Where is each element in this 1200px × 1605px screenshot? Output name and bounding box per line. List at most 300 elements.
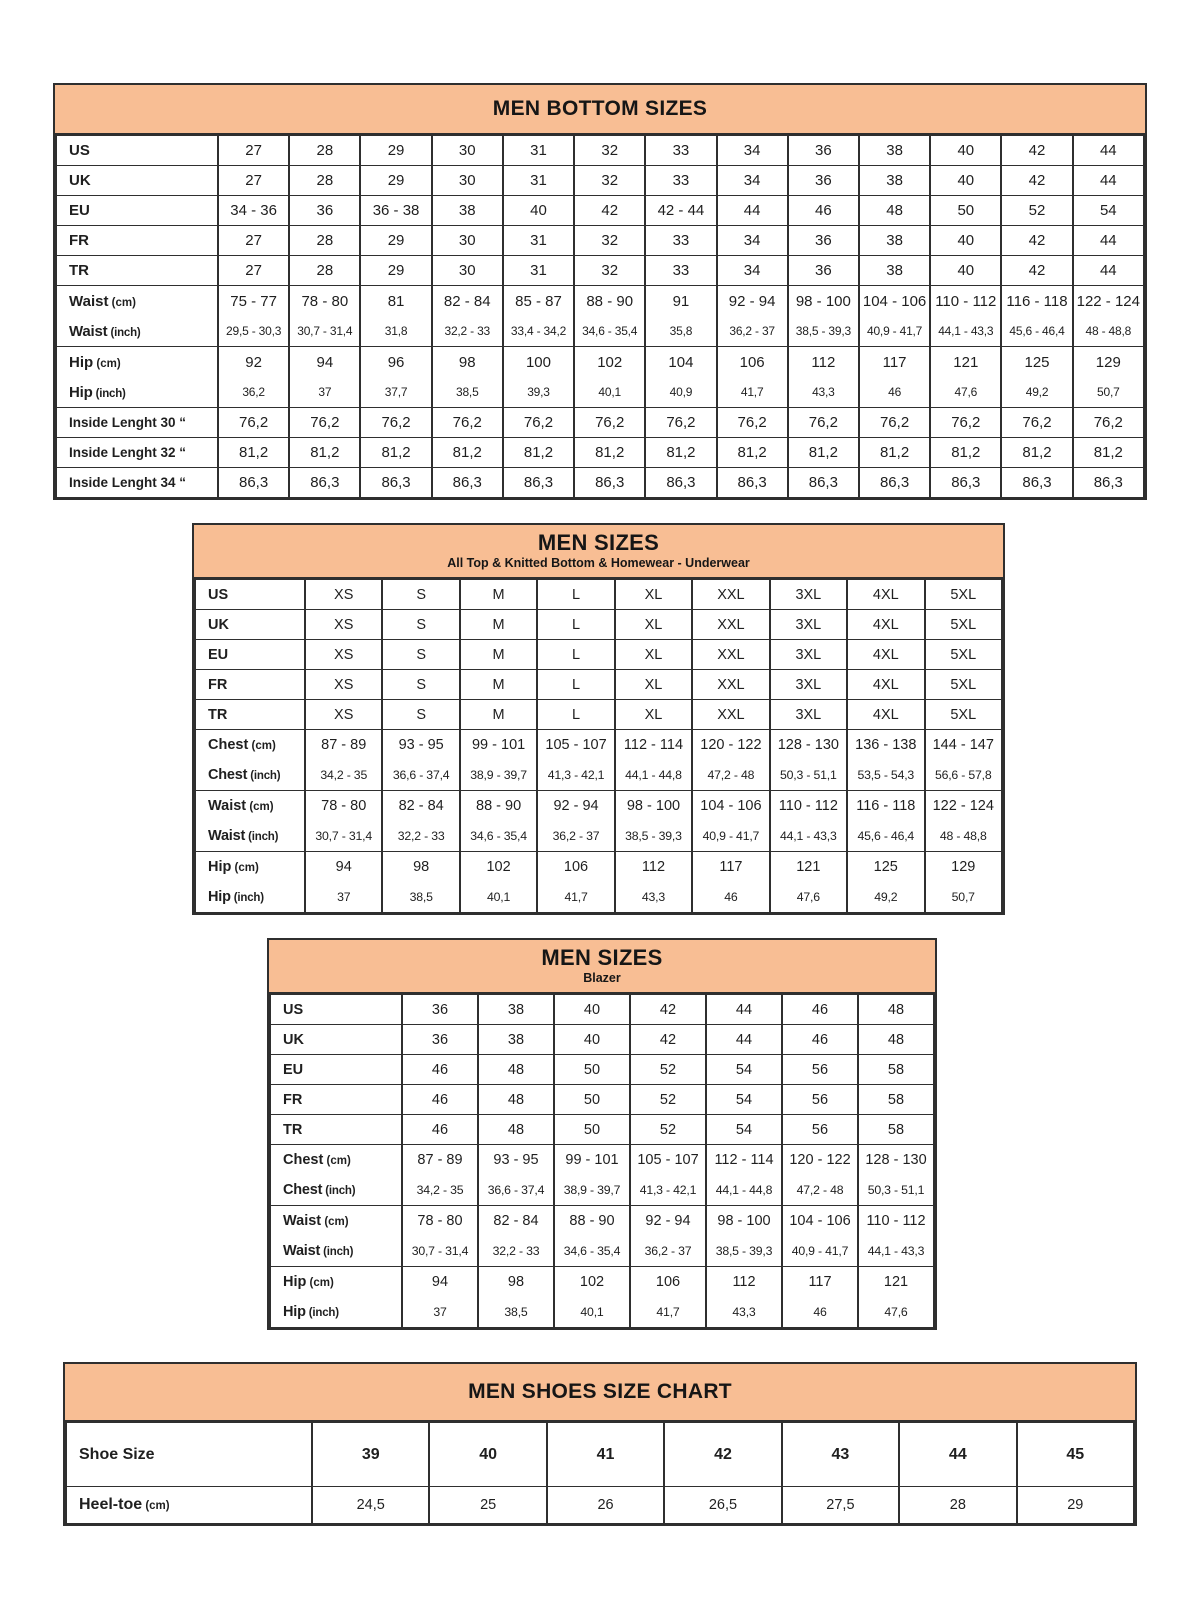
table-row [195, 791, 1002, 822]
cell-value: 121 [770, 852, 847, 883]
cell-value: XXL [692, 580, 769, 610]
cell-value: 82 - 84 [382, 791, 459, 822]
cell-value: 54 [706, 1055, 782, 1085]
cell-value: 28 [289, 136, 360, 166]
row-label-text: US [69, 142, 90, 159]
cell-value: 4XL [847, 610, 924, 640]
cell-value: 88 - 90 [460, 791, 537, 822]
cell-value: 29 [360, 226, 431, 256]
cell-value: 86,3 [930, 468, 1001, 498]
cell-value: 75 - 77 [218, 286, 289, 317]
cell-value: 81,2 [645, 438, 716, 468]
cell-value: S [382, 610, 459, 640]
cell-value: 136 - 138 [847, 730, 924, 761]
cell-value: 27 [218, 136, 289, 166]
cell-value: 105 - 107 [537, 730, 614, 761]
cell-value: 37 [402, 1297, 478, 1328]
cell-value: 50 [554, 1055, 630, 1085]
cell-value: 40 [930, 256, 1001, 286]
cell-value: 112 [706, 1267, 782, 1298]
cell-value: 44 [1073, 136, 1144, 166]
row-label-text: Waist [283, 1243, 321, 1259]
cell-value: 34 [717, 256, 788, 286]
cell-value: 40,9 [645, 377, 716, 408]
row-label [56, 166, 218, 196]
row-label [195, 670, 305, 700]
cell-value: 36 [289, 196, 360, 226]
cell-value: 36 - 38 [360, 196, 431, 226]
cell-value: 42 [630, 995, 706, 1025]
cell-value: 112 - 114 [615, 730, 692, 761]
table-row [195, 700, 1002, 730]
row-label [195, 730, 305, 761]
cell-value: 76,2 [930, 408, 1001, 438]
row-label [195, 580, 305, 610]
men-shoes-size-grid [65, 1422, 1135, 1524]
cell-value: 38,5 - 39,3 [615, 821, 692, 852]
cell-value: 37 [289, 377, 360, 408]
cell-value: 50 [930, 196, 1001, 226]
cell-value: 44 [706, 995, 782, 1025]
cell-value: 76,2 [574, 408, 645, 438]
cell-value: M [460, 670, 537, 700]
table-row [195, 580, 1002, 610]
cell-value: 86,3 [859, 468, 930, 498]
cell-value: 50,3 - 51,1 [770, 760, 847, 791]
cell-value: XL [615, 640, 692, 670]
cell-value: 36,2 - 37 [717, 316, 788, 347]
cell-value: 44 [1073, 256, 1144, 286]
cell-value: 46 [782, 995, 858, 1025]
cell-value: 110 - 112 [930, 286, 1001, 317]
men-sizes-tops-table [192, 523, 1005, 915]
cell-value: 38 [478, 1025, 554, 1055]
row-label-text: Waist [208, 798, 247, 814]
cell-value: 102 [460, 852, 537, 883]
cell-value: 46 [788, 196, 859, 226]
cell-value: 81,2 [1001, 438, 1072, 468]
row-label-text: Hip [208, 859, 232, 875]
cell-value: 86,3 [574, 468, 645, 498]
cell-value: 31,8 [360, 316, 431, 347]
cell-value: 5XL [925, 700, 1003, 730]
cell-value: 106 [630, 1267, 706, 1298]
cell-value: 43 [782, 1423, 899, 1487]
cell-value: 104 - 106 [782, 1206, 858, 1237]
cell-value: 50,3 - 51,1 [858, 1175, 934, 1206]
cell-value: 32,2 - 33 [382, 821, 459, 852]
cell-value: 92 - 94 [537, 791, 614, 822]
cell-value: 34,2 - 35 [305, 760, 382, 791]
men-sizes-tops-title-bar [194, 525, 1003, 579]
cell-value: 93 - 95 [382, 730, 459, 761]
row-label [56, 438, 218, 468]
table-row [66, 1423, 1134, 1487]
cell-value: 112 [615, 852, 692, 883]
cell-value: 5XL [925, 580, 1003, 610]
row-label-text: Chest [208, 737, 249, 753]
cell-value: 76,2 [503, 408, 574, 438]
cell-value: 36,6 - 37,4 [478, 1175, 554, 1206]
cell-value: 47,2 - 48 [782, 1175, 858, 1206]
cell-value: 78 - 80 [289, 286, 360, 317]
cell-value: 58 [858, 1115, 934, 1145]
cell-value: 36 [402, 1025, 478, 1055]
row-label-text: FR [69, 232, 89, 249]
cell-value: 46 [402, 1115, 478, 1145]
cell-value: XS [305, 640, 382, 670]
table-row [270, 1145, 934, 1176]
cell-value: 47,6 [930, 377, 1001, 408]
cell-value: 33 [645, 136, 716, 166]
cell-value: 43,3 [788, 377, 859, 408]
cell-value: 52 [630, 1085, 706, 1115]
cell-value: 40 [554, 995, 630, 1025]
table-row [195, 821, 1002, 852]
cell-value: 81,2 [289, 438, 360, 468]
cell-value: 106 [537, 852, 614, 883]
cell-value: 56 [782, 1115, 858, 1145]
cell-value: 39 [312, 1423, 429, 1487]
cell-value: 36 [402, 995, 478, 1025]
cell-value: 3XL [770, 670, 847, 700]
cell-value: 28 [289, 226, 360, 256]
cell-value: 40 [503, 196, 574, 226]
cell-value: 48 [478, 1085, 554, 1115]
row-label-text: Chest [283, 1152, 324, 1168]
cell-value: 38 [478, 995, 554, 1025]
cell-value: XL [615, 670, 692, 700]
cell-value: 33 [645, 226, 716, 256]
cell-value: 38,5 [382, 882, 459, 913]
row-label-text: FR [208, 676, 228, 693]
row-label-text: TR [283, 1121, 303, 1138]
cell-value: 86,3 [645, 468, 716, 498]
cell-value: 56 [782, 1085, 858, 1115]
cell-value: 50,7 [925, 882, 1003, 913]
row-label [270, 1206, 402, 1237]
cell-value: 86,3 [788, 468, 859, 498]
cell-value: 44,1 - 44,8 [615, 760, 692, 791]
cell-value: 40 [429, 1423, 546, 1487]
cell-value: 81,2 [360, 438, 431, 468]
table-title: MEN SIZES [537, 529, 660, 555]
cell-value: 81,2 [218, 438, 289, 468]
row-label [56, 136, 218, 166]
cell-value: 34 [717, 166, 788, 196]
cell-value: 102 [574, 347, 645, 378]
cell-value: XL [615, 610, 692, 640]
cell-value: 36 [788, 256, 859, 286]
cell-value: 44 [706, 1025, 782, 1055]
cell-value: 76,2 [1001, 408, 1072, 438]
cell-value: XS [305, 610, 382, 640]
cell-value: 4XL [847, 670, 924, 700]
cell-value: 4XL [847, 700, 924, 730]
row-label-text: FR [283, 1091, 303, 1108]
cell-value: 47,6 [770, 882, 847, 913]
cell-value: 40 [930, 166, 1001, 196]
table-row [195, 760, 1002, 791]
cell-value: 29 [360, 136, 431, 166]
cell-value: 94 [289, 347, 360, 378]
cell-value: 46 [859, 377, 930, 408]
table-row [195, 882, 1002, 913]
row-unit-text: (cm) [321, 1216, 349, 1228]
cell-value: 58 [858, 1055, 934, 1085]
table-row [270, 1025, 934, 1055]
row-label [195, 821, 305, 852]
cell-value: 38 [859, 226, 930, 256]
cell-value: 46 [692, 882, 769, 913]
cell-value: XXL [692, 670, 769, 700]
row-label-text: Chest [283, 1182, 323, 1198]
cell-value: 116 - 118 [1001, 286, 1072, 317]
cell-value: 86,3 [218, 468, 289, 498]
cell-value: 40,1 [460, 882, 537, 913]
cell-value: 48 - 48,8 [925, 821, 1003, 852]
cell-value: 38 [859, 136, 930, 166]
cell-value: 86,3 [1073, 468, 1144, 498]
cell-value: 85 - 87 [503, 286, 574, 317]
cell-value: 49,2 [1001, 377, 1072, 408]
cell-value: 45,6 - 46,4 [847, 821, 924, 852]
row-label [195, 760, 305, 791]
cell-value: 27 [218, 256, 289, 286]
cell-value: 45,6 - 46,4 [1001, 316, 1072, 347]
cell-value: 33,4 - 34,2 [503, 316, 574, 347]
cell-value: 78 - 80 [402, 1206, 478, 1237]
cell-value: 36,2 [218, 377, 289, 408]
cell-value: 81,2 [930, 438, 1001, 468]
cell-value: 92 - 94 [717, 286, 788, 317]
cell-value: M [460, 700, 537, 730]
row-label [56, 347, 218, 378]
cell-value: 76,2 [788, 408, 859, 438]
table-row [195, 610, 1002, 640]
table-row [195, 670, 1002, 700]
cell-value: 99 - 101 [554, 1145, 630, 1176]
cell-value: 42 - 44 [645, 196, 716, 226]
cell-value: 106 [717, 347, 788, 378]
men-shoes-size-title-bar [65, 1364, 1135, 1422]
row-label [270, 1145, 402, 1176]
cell-value: 81,2 [432, 438, 503, 468]
cell-value: 76,2 [717, 408, 788, 438]
table-row [56, 438, 1144, 468]
cell-value: 34 [717, 136, 788, 166]
cell-value: 25 [429, 1487, 546, 1524]
cell-value: 125 [1001, 347, 1072, 378]
cell-value: 42 [1001, 166, 1072, 196]
cell-value: 35,8 [645, 316, 716, 347]
cell-value: M [460, 640, 537, 670]
men-shoes-size-table [63, 1362, 1137, 1526]
cell-value: 38 [432, 196, 503, 226]
row-label-text: Inside Lenght 34 “ [69, 475, 187, 490]
cell-value: 28 [289, 256, 360, 286]
cell-value: 44 [1073, 166, 1144, 196]
cell-value: 116 - 118 [847, 791, 924, 822]
row-unit-text: (inch) [305, 1307, 339, 1319]
cell-value: 87 - 89 [305, 730, 382, 761]
row-label [195, 640, 305, 670]
table-row [56, 136, 1144, 166]
cell-value: 48 - 48,8 [1073, 316, 1144, 347]
cell-value: XL [615, 580, 692, 610]
row-unit-text: (inch) [230, 892, 264, 904]
cell-value: 32 [574, 136, 645, 166]
cell-value: 36,2 - 37 [537, 821, 614, 852]
cell-value: 94 [402, 1267, 478, 1298]
cell-value: 41,7 [717, 377, 788, 408]
table-row [195, 852, 1002, 883]
cell-value: 54 [706, 1115, 782, 1145]
cell-value: 41,7 [630, 1297, 706, 1328]
cell-value: L [537, 640, 614, 670]
cell-value: 4XL [847, 640, 924, 670]
row-label [56, 316, 218, 347]
row-label [195, 852, 305, 883]
row-label [56, 408, 218, 438]
row-label-text: Hip [69, 383, 93, 401]
cell-value: 38 [859, 166, 930, 196]
cell-value: 81,2 [717, 438, 788, 468]
cell-value: XL [615, 700, 692, 730]
row-label [56, 256, 218, 286]
cell-value: 54 [1073, 196, 1144, 226]
cell-value: 110 - 112 [858, 1206, 934, 1237]
cell-value: 44,1 - 43,3 [858, 1236, 934, 1267]
cell-value: 30 [432, 256, 503, 286]
cell-value: 104 - 106 [692, 791, 769, 822]
table-subtitle: Blazer [583, 971, 621, 986]
cell-value: 86,3 [360, 468, 431, 498]
cell-value: 40,1 [554, 1297, 630, 1328]
men-bottom-sizes-grid [55, 135, 1145, 498]
cell-value: 36 [788, 226, 859, 256]
row-label-text: Inside Lenght 32 “ [69, 445, 187, 460]
cell-value: 82 - 84 [478, 1206, 554, 1237]
cell-value: 128 - 130 [858, 1145, 934, 1176]
cell-value: 5XL [925, 640, 1003, 670]
cell-value: 34,6 - 35,4 [574, 316, 645, 347]
cell-value: 81,2 [1073, 438, 1144, 468]
table-row [270, 1085, 934, 1115]
row-label-text: US [283, 1001, 304, 1018]
cell-value: XS [305, 700, 382, 730]
cell-value: 29 [360, 166, 431, 196]
cell-value: 88 - 90 [574, 286, 645, 317]
cell-value: S [382, 700, 459, 730]
cell-value: 87 - 89 [402, 1145, 478, 1176]
men-bottom-sizes-title-bar [55, 85, 1145, 135]
cell-value: 76,2 [859, 408, 930, 438]
table-row [56, 166, 1144, 196]
cell-value: 52 [630, 1115, 706, 1145]
cell-value: 33 [645, 166, 716, 196]
table-row [56, 316, 1144, 347]
row-unit-text: (inch) [322, 1185, 356, 1197]
table-row [56, 226, 1144, 256]
row-label-text: Hip [208, 889, 231, 905]
cell-value: 105 - 107 [630, 1145, 706, 1176]
cell-value: S [382, 580, 459, 610]
row-label-text: Waist [69, 292, 109, 310]
cell-value: 86,3 [717, 468, 788, 498]
cell-value: 34 - 36 [218, 196, 289, 226]
table-title: MEN SHOES SIZE CHART [468, 1380, 732, 1404]
table-row [195, 640, 1002, 670]
cell-value: 44,1 - 43,3 [770, 821, 847, 852]
cell-value: 34,2 - 35 [402, 1175, 478, 1206]
cell-value: 82 - 84 [432, 286, 503, 317]
cell-value: 86,3 [432, 468, 503, 498]
cell-value: 30,7 - 31,4 [402, 1236, 478, 1267]
table-row [195, 730, 1002, 761]
cell-value: 33 [645, 256, 716, 286]
row-label-text: EU [208, 646, 229, 663]
table-row [56, 196, 1144, 226]
cell-value: 36 [788, 166, 859, 196]
row-label-text: Hip [283, 1304, 306, 1320]
cell-value: 50,7 [1073, 377, 1144, 408]
row-label [270, 1297, 402, 1328]
cell-value: 98 - 100 [788, 286, 859, 317]
cell-value: XXL [692, 700, 769, 730]
cell-value: 93 - 95 [478, 1145, 554, 1176]
table-row [56, 256, 1144, 286]
cell-value: 54 [706, 1085, 782, 1115]
men-bottom-sizes-table [53, 83, 1147, 500]
cell-value: 86,3 [289, 468, 360, 498]
cell-value: 38,5 - 39,3 [788, 316, 859, 347]
cell-value: 104 [645, 347, 716, 378]
row-label [270, 1055, 402, 1085]
cell-value: 98 - 100 [615, 791, 692, 822]
cell-value: XS [305, 670, 382, 700]
cell-value: 40,9 - 41,7 [859, 316, 930, 347]
cell-value: 27 [218, 226, 289, 256]
cell-value: 48 [858, 1025, 934, 1055]
cell-value: 129 [925, 852, 1003, 883]
cell-value: 46 [782, 1297, 858, 1328]
row-label-text: UK [208, 616, 229, 633]
cell-value: 41 [547, 1423, 664, 1487]
cell-value: 31 [503, 226, 574, 256]
cell-value: 91 [645, 286, 716, 317]
cell-value: S [382, 670, 459, 700]
cell-value: 3XL [770, 640, 847, 670]
cell-value: 98 [478, 1267, 554, 1298]
table-row [270, 1267, 934, 1298]
cell-value: XXL [692, 640, 769, 670]
cell-value: 81,2 [859, 438, 930, 468]
row-label [66, 1423, 312, 1487]
table-subtitle: All Top & Knitted Bottom & Homewear - Underwear [447, 556, 750, 571]
cell-value: 81 [360, 286, 431, 317]
table-title: MEN BOTTOM SIZES [492, 97, 708, 121]
cell-value: 42 [1001, 256, 1072, 286]
men-sizes-blazer-title-bar [269, 940, 935, 994]
cell-value: 44 [717, 196, 788, 226]
cell-value: 40 [554, 1025, 630, 1055]
row-unit-text: (cm) [246, 801, 274, 813]
row-unit-text: (cm) [323, 1155, 351, 1167]
cell-value: 31 [503, 256, 574, 286]
cell-value: XXL [692, 610, 769, 640]
row-label [56, 468, 218, 498]
